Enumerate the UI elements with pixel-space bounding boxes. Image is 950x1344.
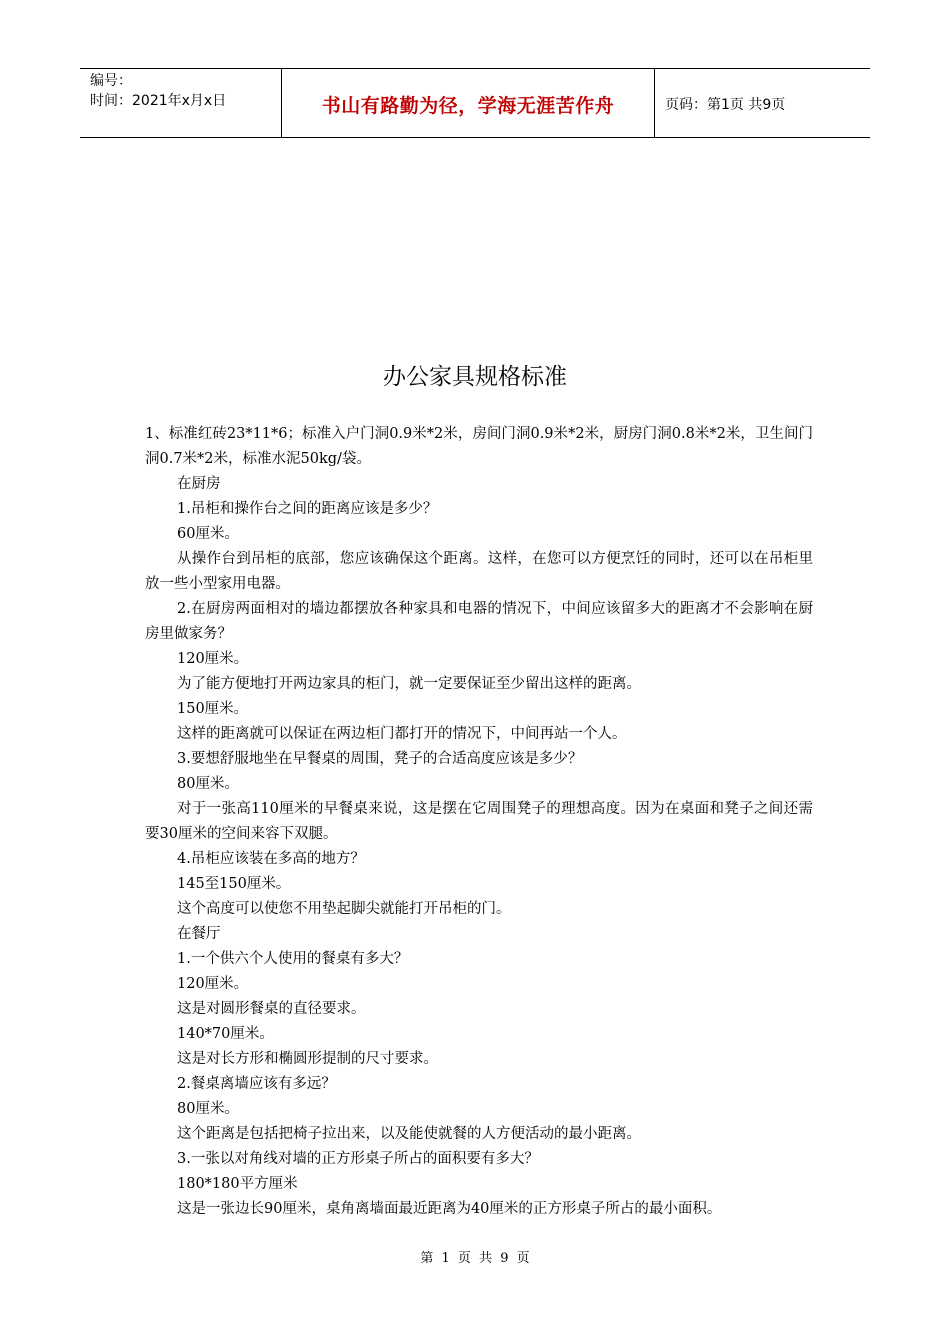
answer: 120厘米。 [177,651,249,667]
paragraph: 这是对长方形和椭圆形提制的尺寸要求。 [177,1051,438,1067]
document-time-label: 时间：2021年x月x日 [90,93,227,109]
page-footer: 第 1 页 共 9 页 [420,1251,530,1266]
header-info-cell [80,69,282,137]
question: 3.要想舒服地坐在早餐桌的周围，凳子的合适高度应该是多少？ [177,751,583,767]
paragraph: 这个距离是包括把椅子拉出来，以及能使就餐的人方便活动的最小距离。 [177,1126,641,1142]
answer: 145至150厘米。 [177,876,291,892]
question: 4.吊柜应该装在多高的地方？ [177,851,365,867]
section-heading: 在厨房 [177,476,221,492]
paragraph: 这个高度可以使您不用垫起脚尖就能打开吊柜的门。 [177,901,511,917]
question: 1.吊柜和操作台之间的距离应该是多少？ [177,501,438,517]
header-motto: 书山有路勤为径，学海无涯苦作舟 [321,95,615,117]
paragraph: 这样的距离就可以保证在两边柜门都打开的情况下，中间再站一个人。 [177,726,627,742]
answer: 80厘米。 [177,776,239,792]
document-body [145,422,813,1222]
question: 2.餐桌离墙应该有多远？ [177,1076,336,1092]
answer: 150厘米。 [177,701,249,717]
answer: 120厘米。 [177,976,249,992]
header-page-code: 页码：第1页 共9页 [665,97,786,113]
paragraph: 这是对圆形餐桌的直径要求。 [177,1001,366,1017]
section-heading: 在餐厅 [177,926,221,942]
answer: 180*180平方厘米 [177,1176,298,1192]
paragraph: 对于一张高110厘米的早餐桌来说，这是摆在它周围凳子的理想高度。因为在桌面和凳子之间还需要30厘米的空间来容下双腿。 [145,801,813,842]
question: 3.一张以对角线对墙的正方形桌子所占的面积要有多大？ [177,1151,539,1167]
document-header [80,68,870,138]
paragraph: 这是一张边长90厘米，桌角离墙面最近距离为40厘米的正方形桌子所占的最小面积。 [177,1201,722,1217]
document-number-label: 编号： [90,73,132,89]
answer: 140*70厘米。 [177,1026,274,1042]
document-title: 办公家具规格标准 [383,364,567,390]
answer: 80厘米。 [177,1101,239,1117]
paragraph: 1、标准红砖23*11*6；标准入户门洞0.9米*2米，房间门洞0.9米*2米，厨房门洞0.8米*2米，卫生间门洞0.7米*2米，标准水泥50kg/袋。 [145,426,813,467]
header-page-cell [655,69,870,137]
paragraph: 为了能方便地打开两边家具的柜门，就一定要保证至少留出这样的距离。 [177,676,641,692]
paragraph: 从操作台到吊柜的底部，您应该确保这个距离。这样，在您可以方便烹饪的同时，还可以在吊柜里放一些小型家用电器。 [145,551,813,592]
question: 2.在厨房两面相对的墙边都摆放各种家具和电器的情况下，中间应该留多大的距离才不会影响在厨房里做家务？ [145,601,813,642]
header-motto-cell [282,69,655,137]
answer: 60厘米。 [177,526,239,542]
question: 1.一个供六个人使用的餐桌有多大？ [177,951,409,967]
